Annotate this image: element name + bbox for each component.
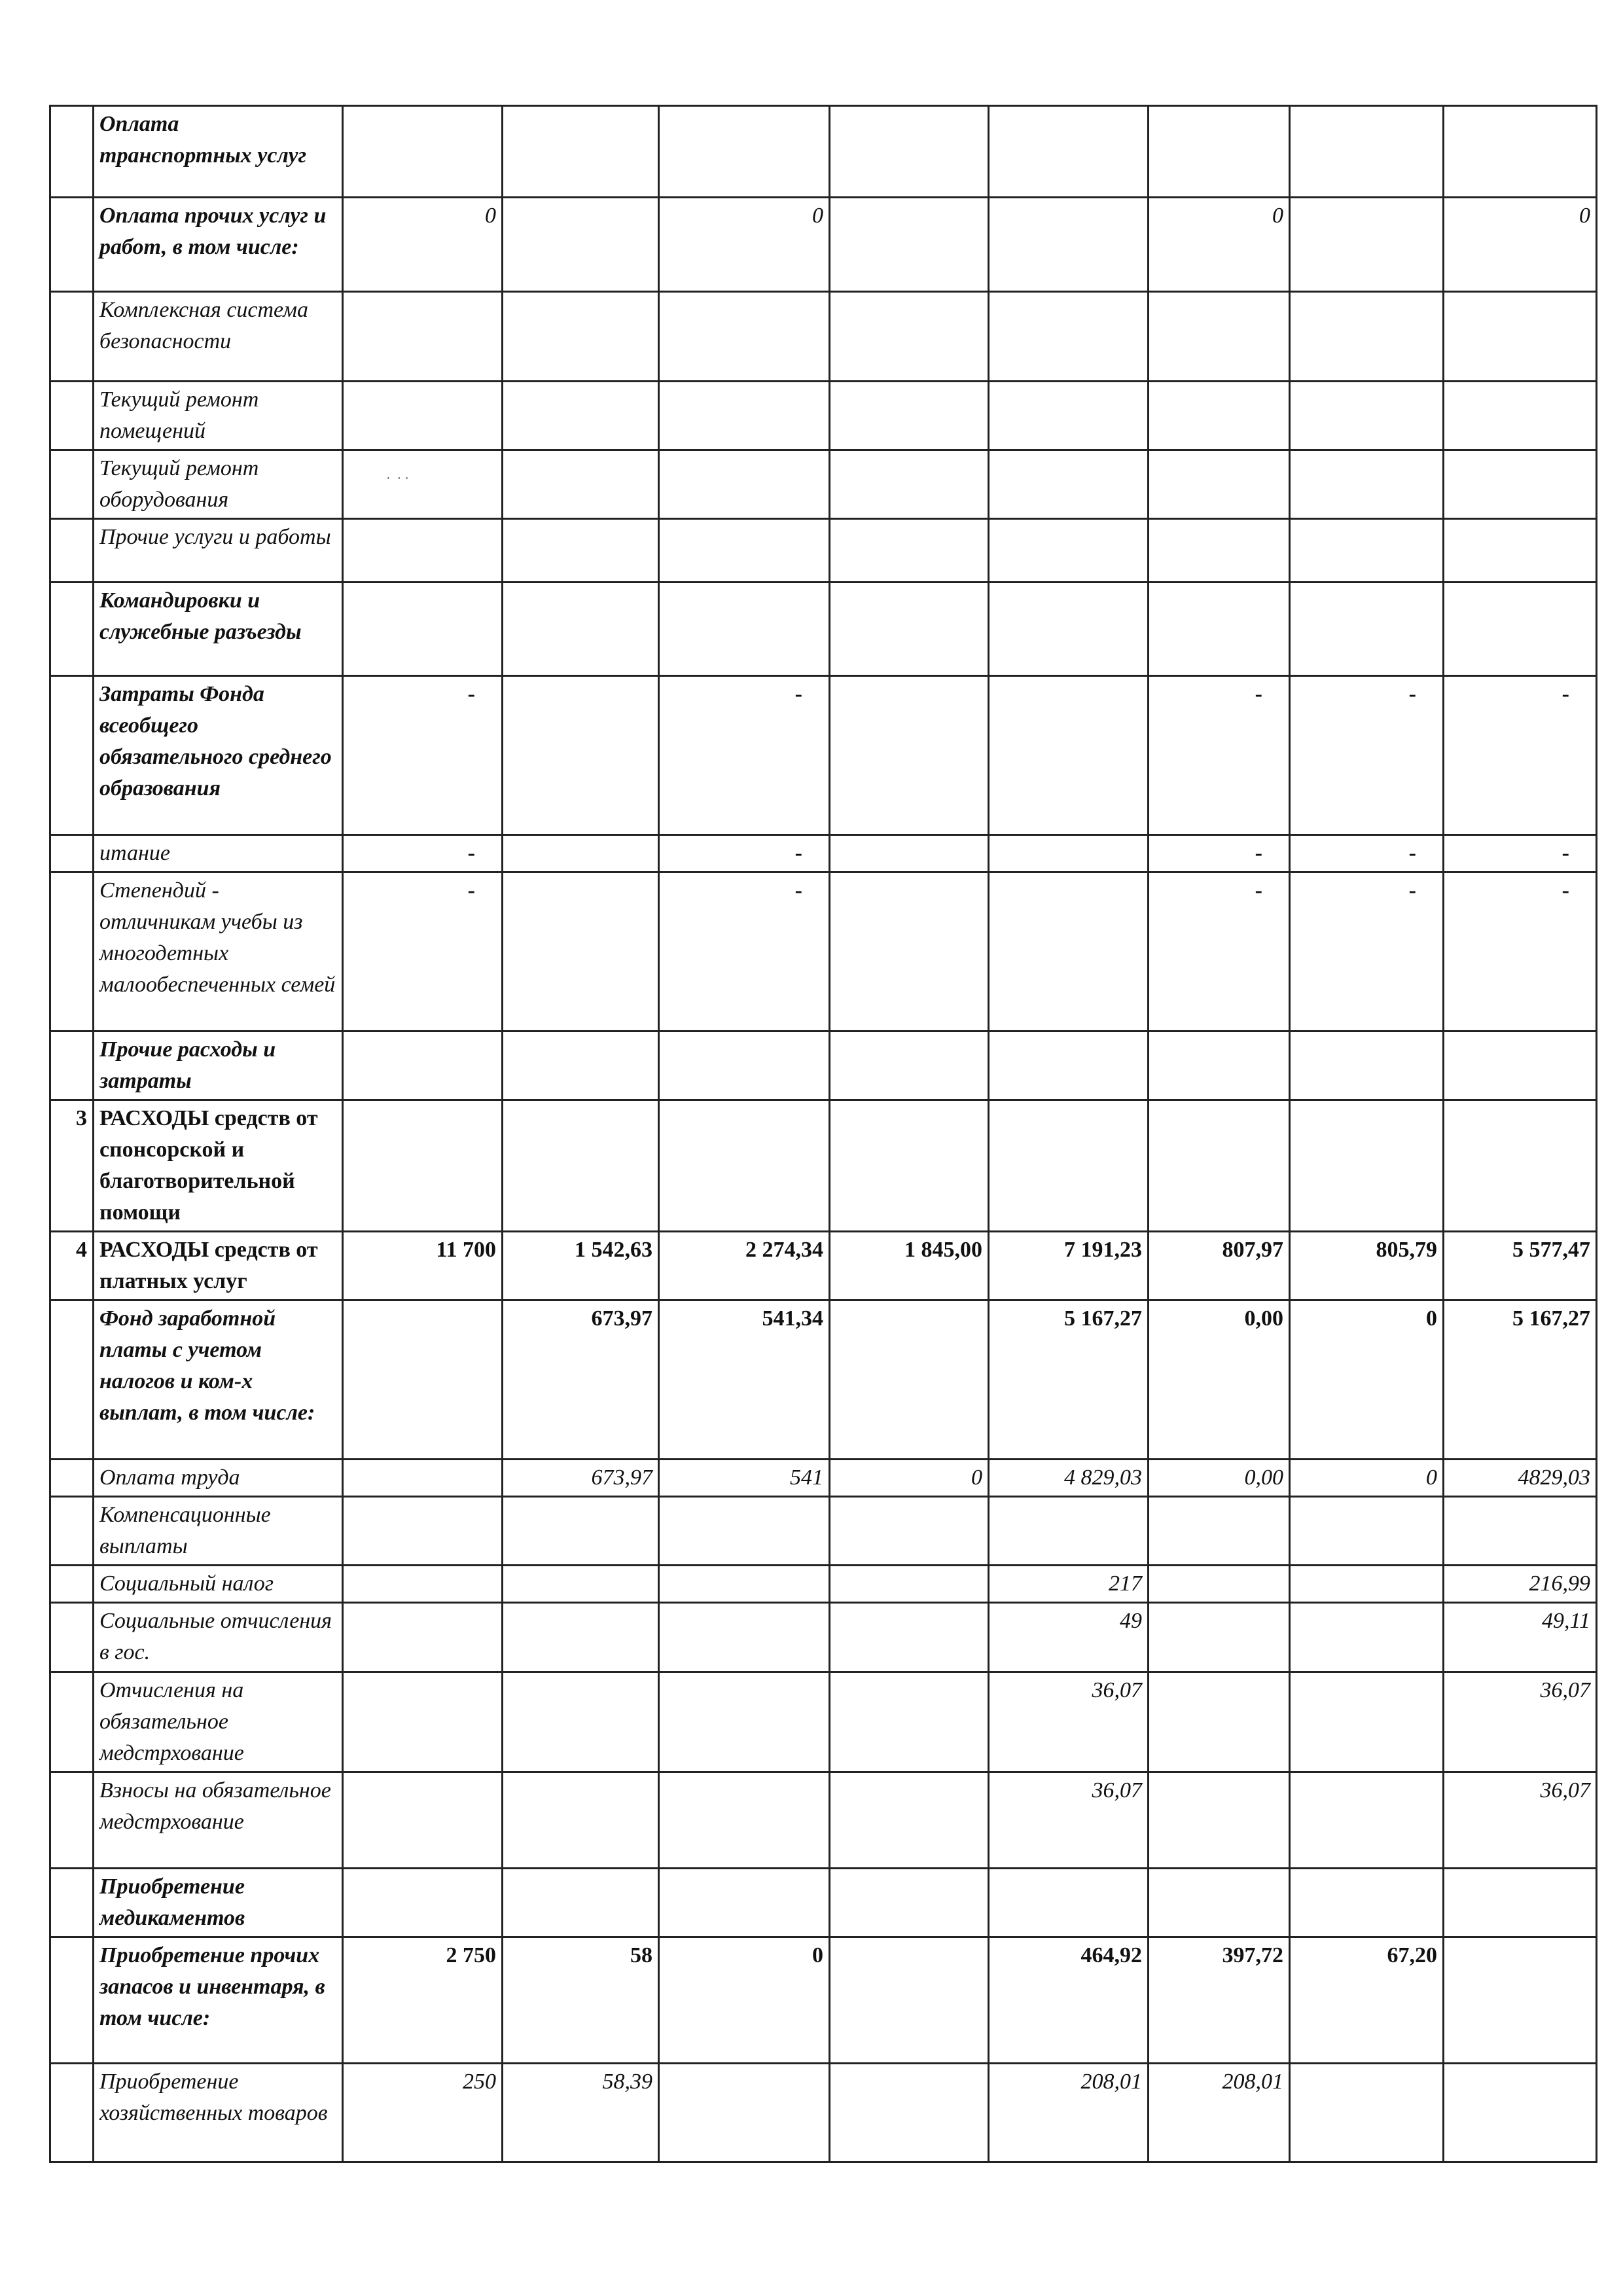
value-cell <box>503 1603 659 1672</box>
value-cell: 217 <box>989 1566 1149 1603</box>
value-cell: 11 700 <box>343 1232 503 1300</box>
row-label: итание <box>94 835 343 872</box>
table-row <box>50 583 1597 676</box>
value-cell <box>659 1566 830 1603</box>
table-row <box>50 198 1597 292</box>
value-cell: 397,72 <box>1149 1937 1290 2064</box>
value-cell <box>1149 1869 1290 1937</box>
value-cell <box>659 1031 830 1100</box>
value-cell <box>830 519 989 583</box>
value-cell: 0 <box>343 198 503 292</box>
row-label: Текущий ремонт оборудования <box>94 450 343 519</box>
value-cell: - <box>343 835 503 872</box>
row-number <box>50 583 94 676</box>
row-label: Приобретение медикаментов <box>94 1869 343 1937</box>
value-cell <box>1290 519 1444 583</box>
value-cell <box>1444 583 1597 676</box>
value-cell <box>1290 198 1444 292</box>
value-cell <box>830 1566 989 1603</box>
row-number <box>50 450 94 519</box>
value-cell <box>1290 1772 1444 1869</box>
value-cell: 2 750 <box>343 1937 503 2064</box>
table-row <box>50 1100 1597 1232</box>
row-number: 3 <box>50 1100 94 1232</box>
value-cell <box>503 1100 659 1232</box>
row-number <box>50 382 94 450</box>
value-cell <box>1149 1772 1290 1869</box>
value-cell: 250 <box>343 2064 503 2162</box>
value-cell <box>659 1672 830 1772</box>
row-number <box>50 1772 94 1869</box>
value-cell <box>343 1566 503 1603</box>
row-label: Оплата транспортных услуг <box>94 106 343 198</box>
value-cell <box>989 835 1149 872</box>
value-cell <box>830 835 989 872</box>
row-label: РАСХОДЫ средств от платных услуг <box>94 1232 343 1300</box>
value-cell <box>1149 1497 1290 1566</box>
value-cell <box>1149 1100 1290 1232</box>
value-cell: 673,97 <box>503 1300 659 1460</box>
row-label: Степендий - отличникам учебы из многодетных малообеспеченных семей <box>94 872 343 1031</box>
row-number <box>50 1031 94 1100</box>
value-cell: - <box>343 676 503 835</box>
value-cell <box>503 1031 659 1100</box>
value-cell: - <box>1149 835 1290 872</box>
value-cell <box>989 106 1149 198</box>
row-number <box>50 676 94 835</box>
table-row <box>50 1460 1597 1497</box>
table-row <box>50 519 1597 583</box>
value-cell: 7 191,23 <box>989 1232 1149 1300</box>
value-cell <box>1444 382 1597 450</box>
value-cell <box>503 519 659 583</box>
value-cell <box>1444 1869 1597 1937</box>
row-label: Оплата прочих услуг и работ, в том числе: <box>94 198 343 292</box>
value-cell: - <box>1290 872 1444 1031</box>
value-cell: 0 <box>830 1460 989 1497</box>
value-cell <box>1290 1031 1444 1100</box>
table-row <box>50 1566 1597 1603</box>
value-cell: 36,07 <box>989 1672 1149 1772</box>
value-cell <box>1444 1100 1597 1232</box>
value-cell <box>343 1869 503 1937</box>
value-cell: - <box>1444 676 1597 835</box>
value-cell <box>503 1869 659 1937</box>
value-cell: 1 845,00 <box>830 1232 989 1300</box>
value-cell <box>989 198 1149 292</box>
value-cell: 807,97 <box>1149 1232 1290 1300</box>
value-cell <box>830 1100 989 1232</box>
value-cell <box>989 292 1149 382</box>
value-cell <box>503 382 659 450</box>
value-cell <box>503 872 659 1031</box>
value-cell <box>830 382 989 450</box>
value-cell <box>989 676 1149 835</box>
value-cell <box>343 450 503 519</box>
value-cell <box>1149 382 1290 450</box>
value-cell: 208,01 <box>1149 2064 1290 2162</box>
value-cell: 49,11 <box>1444 1603 1597 1672</box>
row-label: Прочие расходы и затраты <box>94 1031 343 1100</box>
value-cell <box>830 1497 989 1566</box>
table-row <box>50 450 1597 519</box>
value-cell <box>830 1937 989 2064</box>
table-row <box>50 1603 1597 1672</box>
value-cell <box>1290 1603 1444 1672</box>
value-cell <box>503 583 659 676</box>
value-cell <box>989 583 1149 676</box>
table-row <box>50 292 1597 382</box>
value-cell: - <box>1290 835 1444 872</box>
value-cell: 216,99 <box>1444 1566 1597 1603</box>
row-label: Компенсационные выплаты <box>94 1497 343 1566</box>
value-cell <box>343 1031 503 1100</box>
value-cell: 673,97 <box>503 1460 659 1497</box>
value-cell <box>1290 106 1444 198</box>
value-cell <box>343 1300 503 1460</box>
row-label: Приобретение прочих запасов и инвентаря, в том числе: <box>94 1937 343 2064</box>
value-cell: - <box>1444 835 1597 872</box>
value-cell <box>989 450 1149 519</box>
row-label: Приобретение хозяйственных товаров <box>94 2064 343 2162</box>
row-number <box>50 1566 94 1603</box>
value-cell <box>659 583 830 676</box>
value-cell <box>1444 1031 1597 1100</box>
value-cell <box>830 1603 989 1672</box>
table-row <box>50 1031 1597 1100</box>
value-cell: 0 <box>1149 198 1290 292</box>
row-label: Комплексная система безопасности <box>94 292 343 382</box>
value-cell <box>343 1672 503 1772</box>
value-cell: 5 577,47 <box>1444 1232 1597 1300</box>
value-cell: 58,39 <box>503 2064 659 2162</box>
value-cell <box>503 106 659 198</box>
value-cell: 36,07 <box>989 1772 1149 1869</box>
row-label: Социальные отчисления в гос. <box>94 1603 343 1672</box>
value-cell <box>343 583 503 676</box>
value-cell <box>343 1772 503 1869</box>
value-cell <box>659 519 830 583</box>
value-cell <box>503 292 659 382</box>
row-label: Отчисления на обязательное медстрхование <box>94 1672 343 1772</box>
value-cell: - <box>343 872 503 1031</box>
value-cell <box>659 292 830 382</box>
value-cell <box>343 1100 503 1232</box>
value-cell <box>1444 2064 1597 2162</box>
value-cell <box>503 1566 659 1603</box>
table-row <box>50 2064 1597 2162</box>
value-cell <box>1149 450 1290 519</box>
row-number <box>50 519 94 583</box>
value-cell <box>503 1497 659 1566</box>
row-label: РАСХОДЫ средств от спонсорской и благотворительной помощи <box>94 1100 343 1232</box>
value-cell <box>1444 519 1597 583</box>
row-number <box>50 1497 94 1566</box>
value-cell <box>1444 1497 1597 1566</box>
table-row <box>50 1300 1597 1460</box>
value-cell <box>659 1497 830 1566</box>
value-cell <box>503 1672 659 1772</box>
row-number <box>50 1300 94 1460</box>
value-cell <box>989 1031 1149 1100</box>
value-cell <box>343 1497 503 1566</box>
value-cell: 5 167,27 <box>1444 1300 1597 1460</box>
row-number <box>50 1672 94 1772</box>
value-cell: 2 274,34 <box>659 1232 830 1300</box>
value-cell <box>1149 1031 1290 1100</box>
row-number <box>50 872 94 1031</box>
table-row <box>50 1672 1597 1772</box>
value-cell: - <box>659 676 830 835</box>
table-row <box>50 106 1597 198</box>
value-cell <box>1290 382 1444 450</box>
value-cell <box>659 106 830 198</box>
value-cell <box>830 583 989 676</box>
value-cell: 58 <box>503 1937 659 2064</box>
value-cell: 805,79 <box>1290 1232 1444 1300</box>
value-cell <box>343 1460 503 1497</box>
value-cell: 0 <box>1290 1460 1444 1497</box>
value-cell <box>659 382 830 450</box>
budget-table <box>49 105 1597 2163</box>
table-row <box>50 676 1597 835</box>
row-number <box>50 1937 94 2064</box>
value-cell <box>1149 519 1290 583</box>
row-label: Оплата труда <box>94 1460 343 1497</box>
value-cell: 4 829,03 <box>989 1460 1149 1497</box>
value-cell: 4829,03 <box>1444 1460 1597 1497</box>
value-cell <box>989 1869 1149 1937</box>
value-cell: 541 <box>659 1460 830 1497</box>
row-number: 4 <box>50 1232 94 1300</box>
value-cell: 0 <box>659 198 830 292</box>
value-cell: 49 <box>989 1603 1149 1672</box>
value-cell <box>1149 1603 1290 1672</box>
value-cell <box>1290 292 1444 382</box>
value-cell: - <box>1149 676 1290 835</box>
value-cell <box>503 676 659 835</box>
value-cell <box>503 1772 659 1869</box>
value-cell: - <box>1290 676 1444 835</box>
row-label: Текущий ремонт помещений <box>94 382 343 450</box>
value-cell: 208,01 <box>989 2064 1149 2162</box>
row-label: Взносы на обязательное медстрхование <box>94 1772 343 1869</box>
value-cell <box>989 382 1149 450</box>
value-cell: 36,07 <box>1444 1772 1597 1869</box>
value-cell: 5 167,27 <box>989 1300 1149 1460</box>
value-cell <box>503 835 659 872</box>
value-cell <box>1149 106 1290 198</box>
value-cell <box>830 872 989 1031</box>
row-number <box>50 198 94 292</box>
value-cell <box>830 1031 989 1100</box>
value-cell <box>659 1869 830 1937</box>
value-cell: 67,20 <box>1290 1937 1444 2064</box>
value-cell <box>830 1672 989 1772</box>
value-cell: 0 <box>659 1937 830 2064</box>
value-cell <box>830 2064 989 2162</box>
row-number <box>50 1869 94 1937</box>
value-cell <box>989 1497 1149 1566</box>
row-label: Командировки и служебные разъезды <box>94 583 343 676</box>
value-cell <box>343 382 503 450</box>
value-cell <box>1444 292 1597 382</box>
value-cell <box>343 292 503 382</box>
table-row <box>50 1937 1597 2064</box>
value-cell <box>830 198 989 292</box>
value-cell <box>343 106 503 198</box>
value-cell <box>830 1772 989 1869</box>
value-cell <box>830 1869 989 1937</box>
value-cell <box>1290 1869 1444 1937</box>
value-cell: 0,00 <box>1149 1460 1290 1497</box>
value-cell <box>503 450 659 519</box>
value-cell <box>1290 1100 1444 1232</box>
value-cell: - <box>659 835 830 872</box>
scan-speck: · · · <box>386 471 409 486</box>
row-label: Социальный налог <box>94 1566 343 1603</box>
value-cell <box>659 2064 830 2162</box>
value-cell <box>1444 1937 1597 2064</box>
table-row <box>50 1497 1597 1566</box>
row-number <box>50 1603 94 1672</box>
value-cell: 0 <box>1444 198 1597 292</box>
value-cell <box>659 450 830 519</box>
value-cell <box>1290 1566 1444 1603</box>
table-row <box>50 872 1597 1031</box>
row-number <box>50 106 94 198</box>
table-row <box>50 382 1597 450</box>
row-number <box>50 835 94 872</box>
value-cell <box>659 1100 830 1232</box>
value-cell: 1 542,63 <box>503 1232 659 1300</box>
value-cell <box>659 1603 830 1672</box>
row-number <box>50 1460 94 1497</box>
value-cell <box>503 198 659 292</box>
value-cell <box>1149 1672 1290 1772</box>
value-cell <box>659 1772 830 1869</box>
value-cell: 0 <box>1290 1300 1444 1460</box>
table-row <box>50 1772 1597 1869</box>
value-cell <box>1149 583 1290 676</box>
value-cell: 464,92 <box>989 1937 1149 2064</box>
value-cell: 0,00 <box>1149 1300 1290 1460</box>
value-cell: - <box>659 872 830 1031</box>
value-cell <box>1290 1497 1444 1566</box>
value-cell: - <box>1444 872 1597 1031</box>
table-row <box>50 1232 1597 1300</box>
row-label: Прочие услуги и работы <box>94 519 343 583</box>
table-row <box>50 835 1597 872</box>
value-cell <box>1444 106 1597 198</box>
value-cell <box>343 1603 503 1672</box>
value-cell <box>1290 2064 1444 2162</box>
value-cell <box>1290 450 1444 519</box>
value-cell: 36,07 <box>1444 1672 1597 1772</box>
value-cell <box>830 106 989 198</box>
row-label: Затраты Фонда всеобщего обязательного среднего образования <box>94 676 343 835</box>
value-cell: - <box>1149 872 1290 1031</box>
value-cell <box>1149 1566 1290 1603</box>
table-row <box>50 1869 1597 1937</box>
value-cell <box>1290 583 1444 676</box>
value-cell <box>989 1100 1149 1232</box>
value-cell <box>830 676 989 835</box>
value-cell <box>989 519 1149 583</box>
value-cell <box>1290 1672 1444 1772</box>
row-number <box>50 2064 94 2162</box>
value-cell <box>830 292 989 382</box>
value-cell <box>343 519 503 583</box>
value-cell <box>989 872 1149 1031</box>
value-cell <box>830 1300 989 1460</box>
value-cell <box>1444 450 1597 519</box>
value-cell: 541,34 <box>659 1300 830 1460</box>
value-cell <box>830 450 989 519</box>
row-number <box>50 292 94 382</box>
value-cell <box>1149 292 1290 382</box>
row-label: Фонд заработной платы с учетом налогов и ком-х выплат, в том числе: <box>94 1300 343 1460</box>
